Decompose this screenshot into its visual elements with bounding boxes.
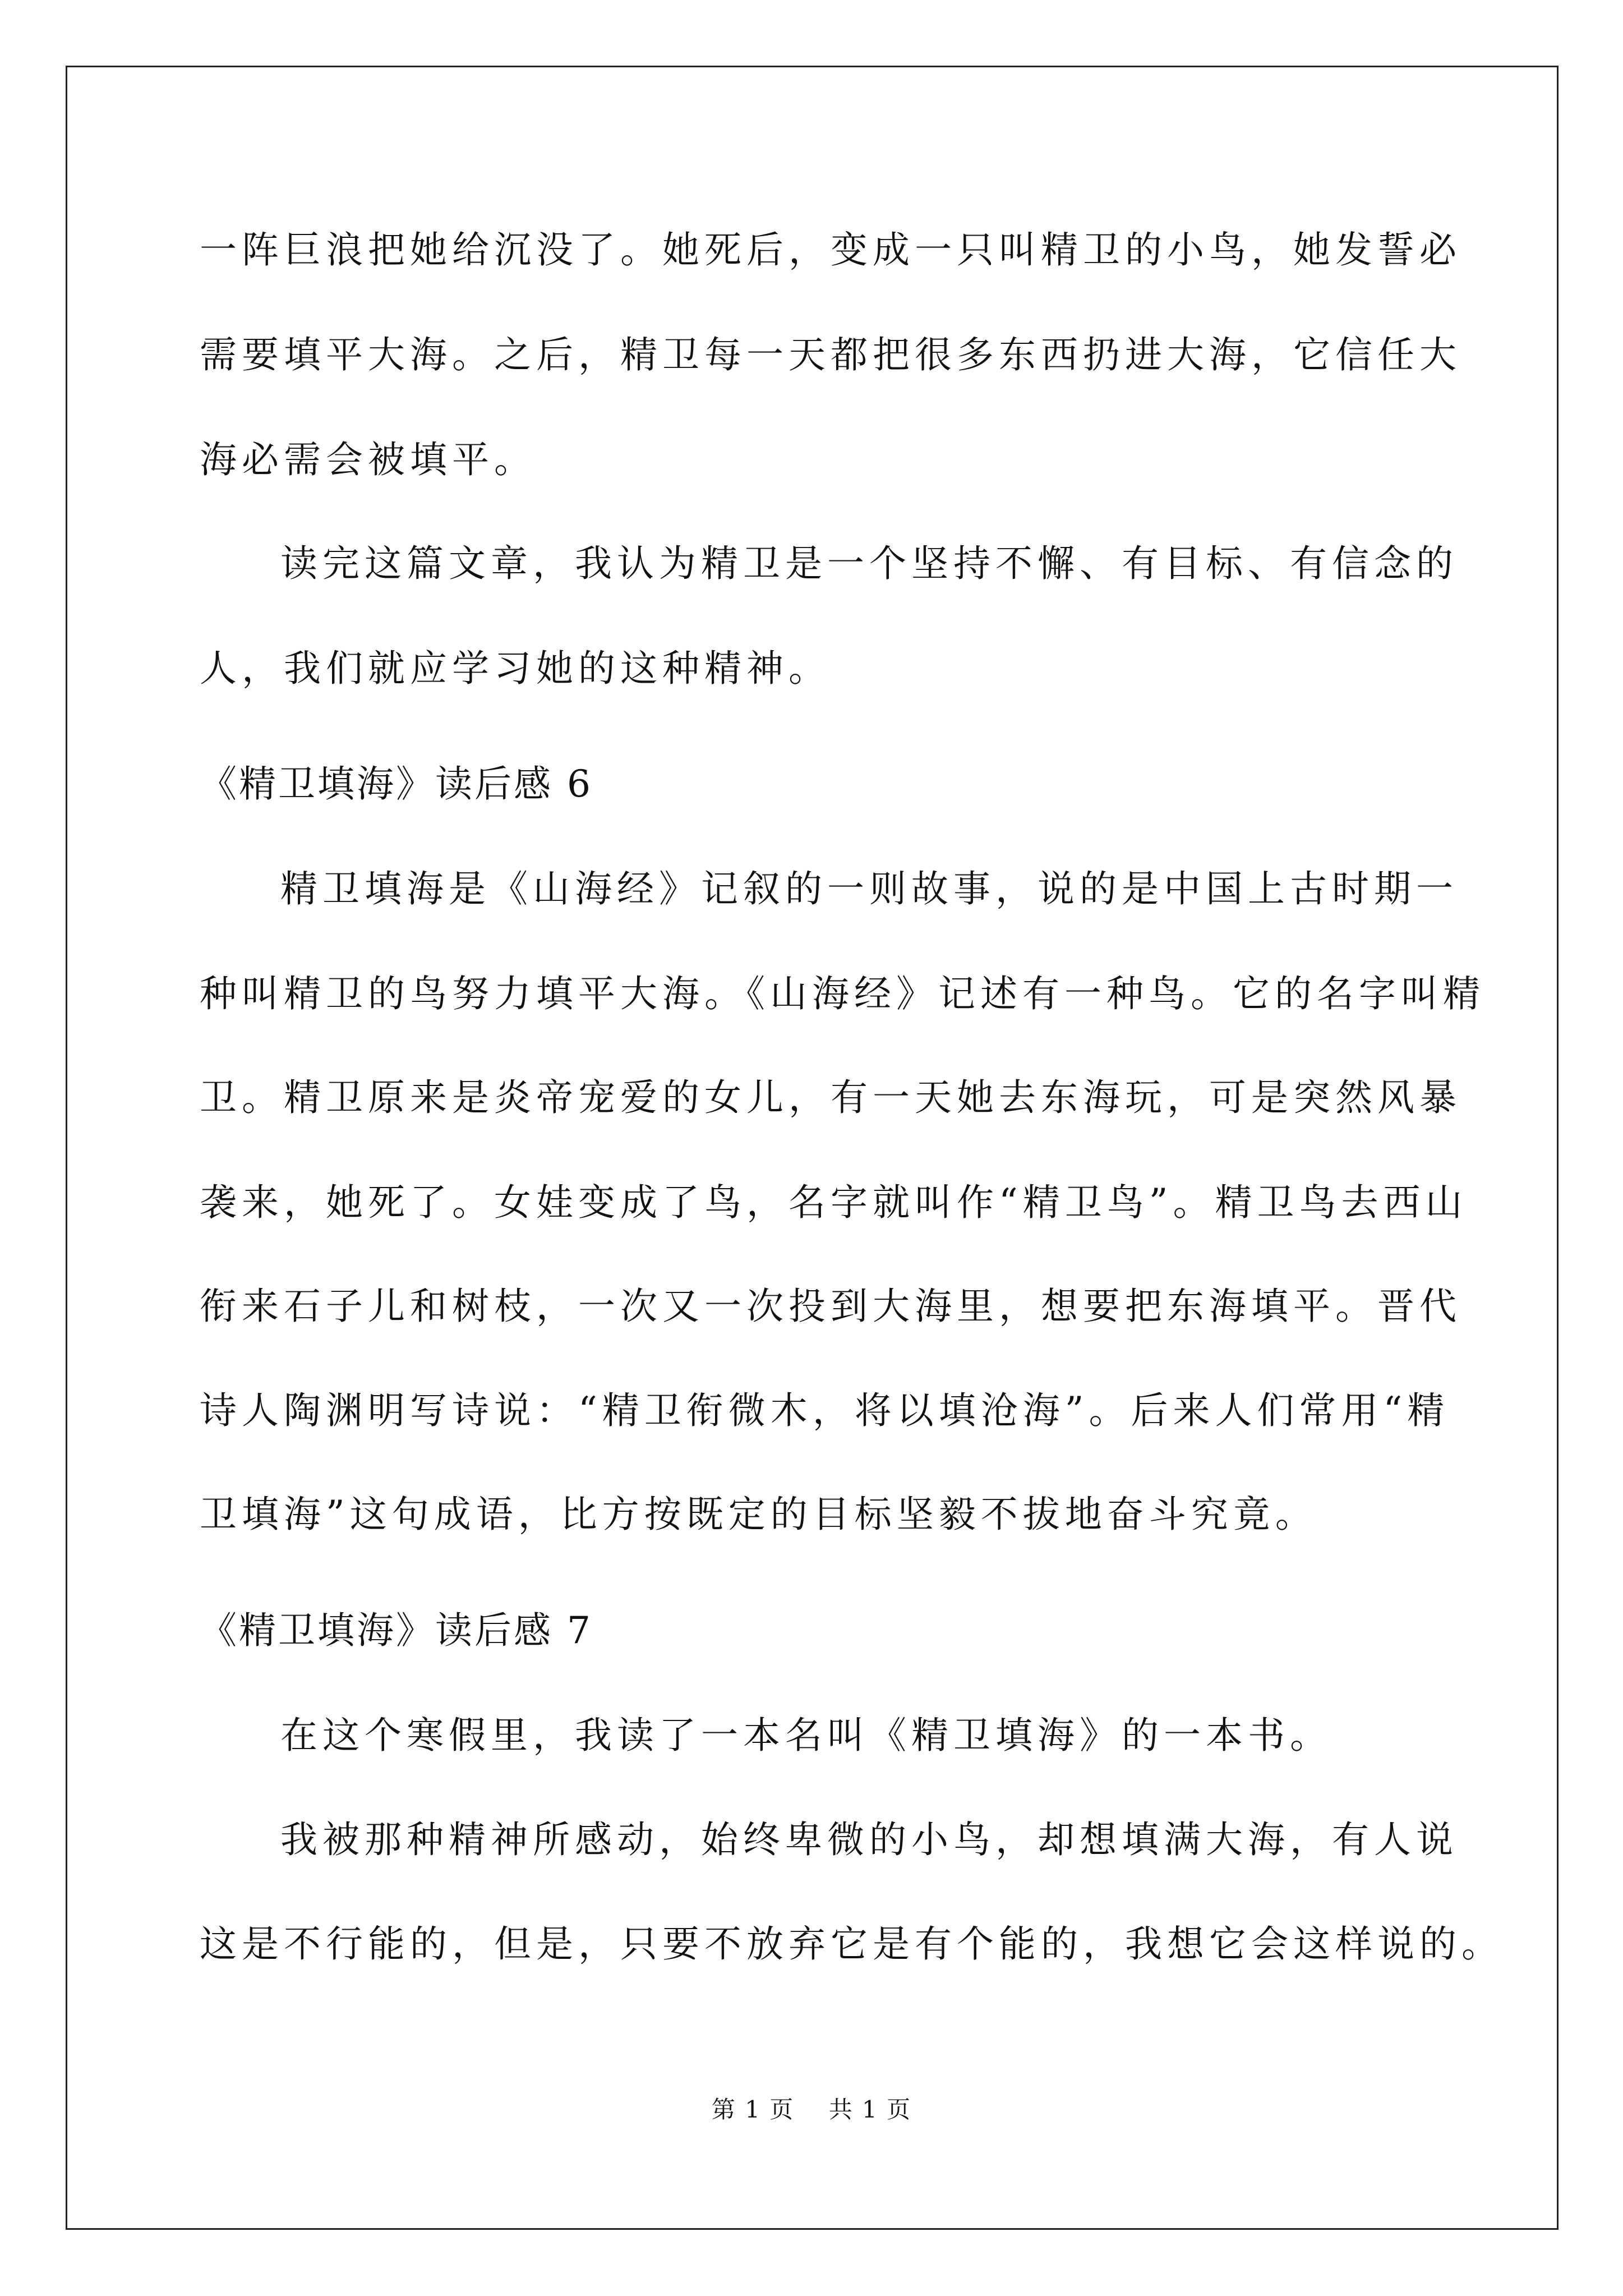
body-line: 种叫精卫的鸟努力填平大海。《山海经》记述有一种鸟。它的名字叫精	[200, 972, 1485, 1015]
body-line: 精卫填海是《山海经》记叙的一则故事，说的是中国上古时期一	[280, 867, 1458, 910]
body-line: 衔来石子儿和树枝，一次又一次投到大海里，想要把东海填平。晋代	[200, 1285, 1461, 1328]
body-line: 我被那种精神所感动，始终卑微的小鸟，却想填满大海，有人说	[280, 1818, 1458, 1861]
body-line: 这是不行能的，但是，只要不放弃它是有个能的，我想它会这样说的。	[200, 1922, 1504, 1966]
body-line: 一阵巨浪把她给沉没了。她死后，变成一只叫精卫的小鸟，她发誓必	[200, 228, 1461, 272]
section-heading: 《精卫填海》读后感 6	[200, 762, 593, 806]
section-heading: 《精卫填海》读后感 7	[200, 1609, 593, 1652]
body-line: 海必需会被填平。	[200, 438, 536, 481]
page-number-footer: 第 1 页 共 1 页	[711, 2096, 912, 2123]
body-line: 在这个寒假里，我读了一本名叫《精卫填海》的一本书。	[280, 1714, 1332, 1757]
body-line: 诗人陶渊明写诗说：“精卫衔微木，将以填沧海”。后来人们常用“精	[200, 1389, 1450, 1432]
body-line: 卫填海”这句成语，比方按既定的目标坚毅不拔地奋斗究竟。	[200, 1493, 1317, 1536]
page-border	[66, 66, 1559, 2230]
body-line: 读完这篇文章，我认为精卫是一个坚持不懈、有目标、有信念的	[280, 542, 1458, 585]
body-line: 需要填平大海。之后，精卫每一天都把很多东西扔进大海，它信任大	[200, 333, 1461, 376]
body-line: 袭来，她死了。女娃变成了鸟，名字就叫作“精卫鸟”。精卫鸟去西山	[200, 1181, 1468, 1224]
body-line: 卫。精卫原来是炎帝宠爱的女儿，有一天她去东海玩，可是突然风暴	[200, 1076, 1461, 1119]
body-line: 人，我们就应学习她的这种精神。	[200, 647, 831, 690]
